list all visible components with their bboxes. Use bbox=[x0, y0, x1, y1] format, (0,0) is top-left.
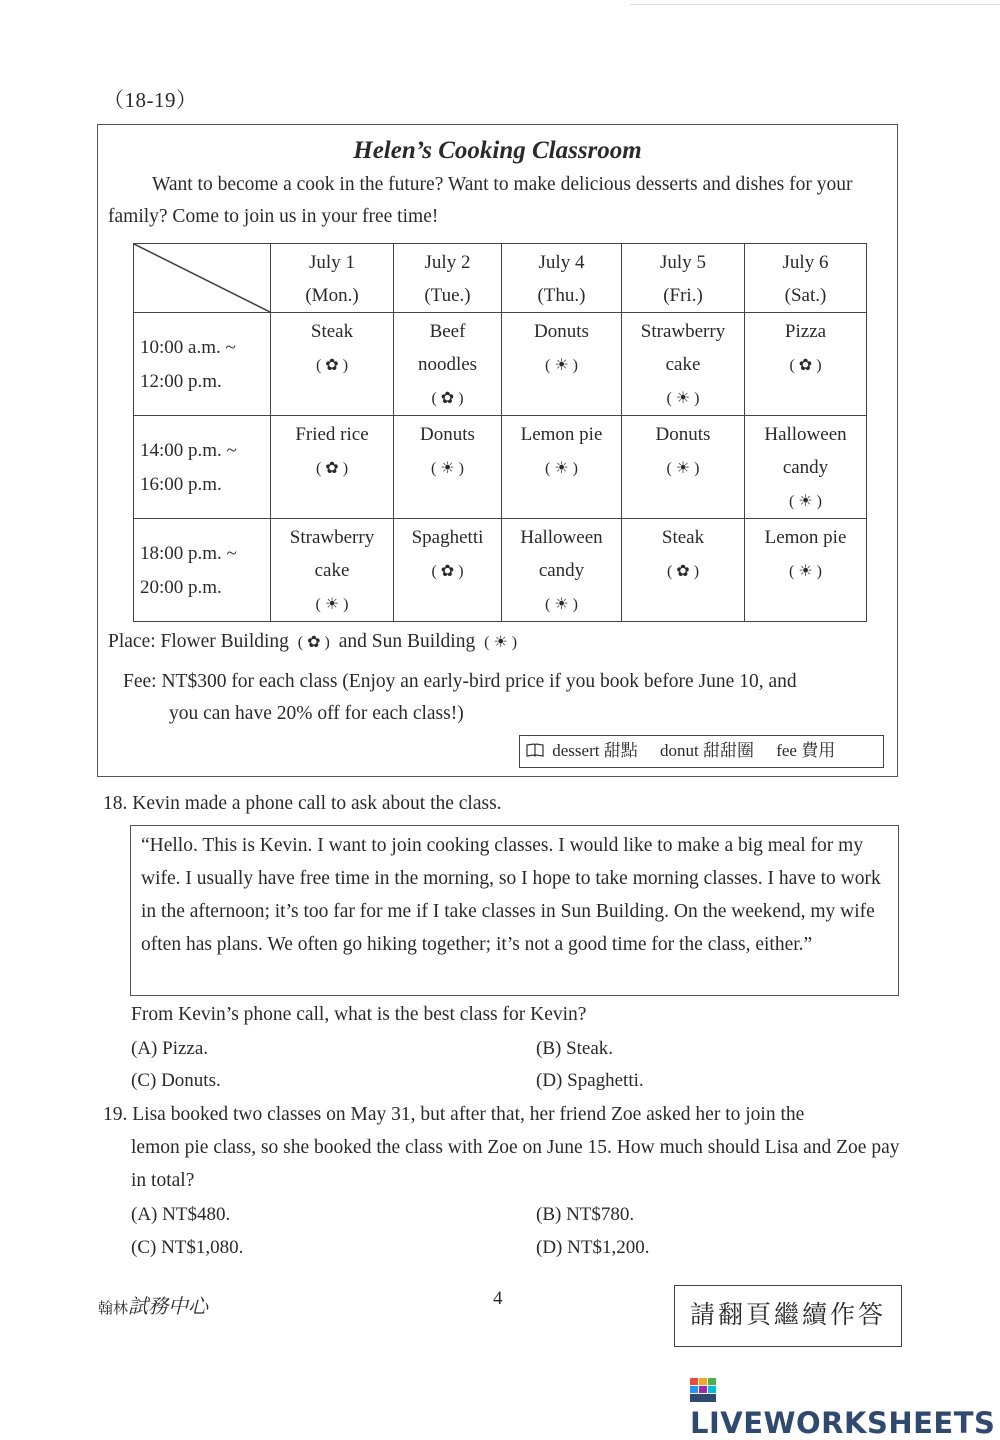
diagonal-line bbox=[134, 244, 270, 312]
publisher-logo: 翰林試務中心 bbox=[98, 1294, 209, 1318]
schedule-time-row bbox=[134, 313, 867, 416]
flower-icon: ( ✿ ) bbox=[431, 563, 464, 580]
q18-option-d[interactable]: (D) Spaghetti. bbox=[536, 1070, 644, 1091]
fee-text: Fee: NT$300 for each class (Enjoy an early-bird price if you book before June 10, and you can have 20% off for each class!) bbox=[123, 671, 797, 724]
corner-cell bbox=[134, 244, 271, 313]
class-cell: Spaghetti ( ✿ ) bbox=[394, 519, 502, 622]
class-cell: Halloween candy ( ☀ ) bbox=[745, 416, 867, 519]
time-slot-cell: 14:00 p.m. ~ 16:00 p.m. bbox=[134, 416, 271, 519]
flower-icon: ( ✿ ) bbox=[666, 563, 700, 580]
class-cell: Halloween candy ( ☀ ) bbox=[502, 519, 622, 622]
q18-option-c[interactable]: (C) Donuts. bbox=[131, 1070, 221, 1091]
day-header: July 5 (Fri.) bbox=[622, 244, 745, 313]
day-header: July 1 (Mon.) bbox=[271, 244, 394, 313]
q19-option-c[interactable]: (C) NT$1,080. bbox=[131, 1237, 244, 1258]
class-cell: Steak ( ✿ ) bbox=[271, 313, 394, 416]
vocab-item: fee 費用 bbox=[776, 741, 836, 760]
time-slot-cell: 10:00 a.m. ~ 12:00 p.m. bbox=[134, 313, 271, 416]
class-cell: Donuts ( ☀ ) bbox=[502, 313, 622, 416]
page-number: 4 bbox=[493, 1288, 503, 1309]
flower-icon: ( ✿ ) bbox=[789, 357, 822, 374]
top-edge-line bbox=[630, 4, 1000, 5]
flower-icon: ( ✿ ) bbox=[315, 357, 349, 374]
sun-icon: ( ☀ ) bbox=[789, 493, 822, 510]
question-range: （18-19） bbox=[103, 88, 198, 112]
vocab-item: donut 甜甜圈 bbox=[659, 741, 754, 760]
class-cell: Beef noodles ( ✿ ) bbox=[394, 313, 502, 416]
sun-icon: ( ☀ ) bbox=[545, 357, 578, 374]
vocabulary-box bbox=[519, 735, 884, 768]
sun-icon: ( ☀ ) bbox=[315, 596, 349, 613]
schedule-time-row bbox=[134, 519, 867, 622]
sun-icon: ( ☀ ) bbox=[666, 460, 700, 477]
flower-icon: ( ✿ ) bbox=[431, 390, 464, 407]
flower-icon: ( ✿ ) bbox=[315, 460, 349, 477]
vocab-item: dessert 甜點 bbox=[552, 741, 638, 760]
sun-icon: ( ☀ ) bbox=[484, 634, 518, 651]
liveworksheets-logo[interactable]: LIVEWORKSHEETS bbox=[690, 1372, 1000, 1440]
day-header: July 6 (Sat.) bbox=[745, 244, 867, 313]
sun-icon: ( ☀ ) bbox=[545, 596, 578, 613]
class-cell: Lemon pie ( ☀ ) bbox=[502, 416, 622, 519]
time-slot-cell: 18:00 p.m. ~ 20:00 p.m. bbox=[134, 519, 271, 622]
day-header: July 4 (Thu.) bbox=[502, 244, 622, 313]
ad-intro: Want to become a cook in the future? Want to make delicious desserts and dishes for your family? Come to join us in your free time! bbox=[108, 174, 853, 227]
book-icon bbox=[526, 743, 544, 757]
turn-page-box: 請翻頁繼續作答 bbox=[674, 1285, 902, 1347]
sun-icon: ( ☀ ) bbox=[545, 460, 578, 477]
sun-icon: ( ☀ ) bbox=[789, 563, 822, 580]
q19-stem: 19. Lisa booked two classes on May 31, but after that, her friend Zoe asked her to join the lemon pie class, so she booked the class with Zoe on June 15. How much should Lisa and Zoe pay in total? bbox=[103, 1104, 900, 1191]
sun-icon: ( ☀ ) bbox=[431, 460, 464, 477]
q18-question: From Kevin’s phone call, what is the best class for Kevin? bbox=[131, 1004, 587, 1025]
liveworksheets-icon bbox=[690, 1378, 716, 1402]
cooking-ad-box bbox=[97, 124, 898, 777]
class-schedule-table bbox=[133, 243, 867, 622]
class-cell: Donuts ( ☀ ) bbox=[394, 416, 502, 519]
class-cell: Pizza ( ✿ ) bbox=[745, 313, 867, 416]
flower-icon: ( ✿ ) bbox=[297, 634, 330, 651]
place-line: Place: Flower Building ( ✿ ) and Sun Building ( ☀ ) bbox=[108, 631, 518, 652]
q19-option-a[interactable]: (A) NT$480. bbox=[131, 1204, 231, 1225]
schedule-time-row bbox=[134, 416, 867, 519]
day-header: July 2 (Tue.) bbox=[394, 244, 502, 313]
class-cell: Donuts ( ☀ ) bbox=[622, 416, 745, 519]
q19-option-d[interactable]: (D) NT$1,200. bbox=[536, 1237, 650, 1258]
sun-icon: ( ☀ ) bbox=[666, 390, 700, 407]
class-cell: Strawberry cake ( ☀ ) bbox=[271, 519, 394, 622]
q18-stem: 18. Kevin made a phone call to ask about the class. bbox=[103, 793, 502, 814]
q18-option-a[interactable]: (A) Pizza. bbox=[131, 1038, 209, 1059]
q19-option-b[interactable]: (B) NT$780. bbox=[536, 1204, 635, 1225]
phone-call-box: “Hello. This is Kevin. I want to join cooking classes. I would like to make a big meal for my wife. I usually have free time in the morning, so I hope to take morning classes. I have to work in the afternoon; it’s too far for me if I take classes in Sun Building. On the weekend, my wife often has plans. We often go hiking together; it’s not a good time for the class, either.” bbox=[130, 825, 899, 996]
class-cell: Steak ( ✿ ) bbox=[622, 519, 745, 622]
class-cell: Lemon pie ( ☀ ) bbox=[745, 519, 867, 622]
ad-title: Helen’s Cooking Classroom bbox=[353, 137, 642, 164]
q18-option-b[interactable]: (B) Steak. bbox=[536, 1038, 614, 1059]
class-cell: Strawberry cake ( ☀ ) bbox=[622, 313, 745, 416]
class-cell: Fried rice ( ✿ ) bbox=[271, 416, 394, 519]
schedule-header-row bbox=[134, 244, 867, 313]
